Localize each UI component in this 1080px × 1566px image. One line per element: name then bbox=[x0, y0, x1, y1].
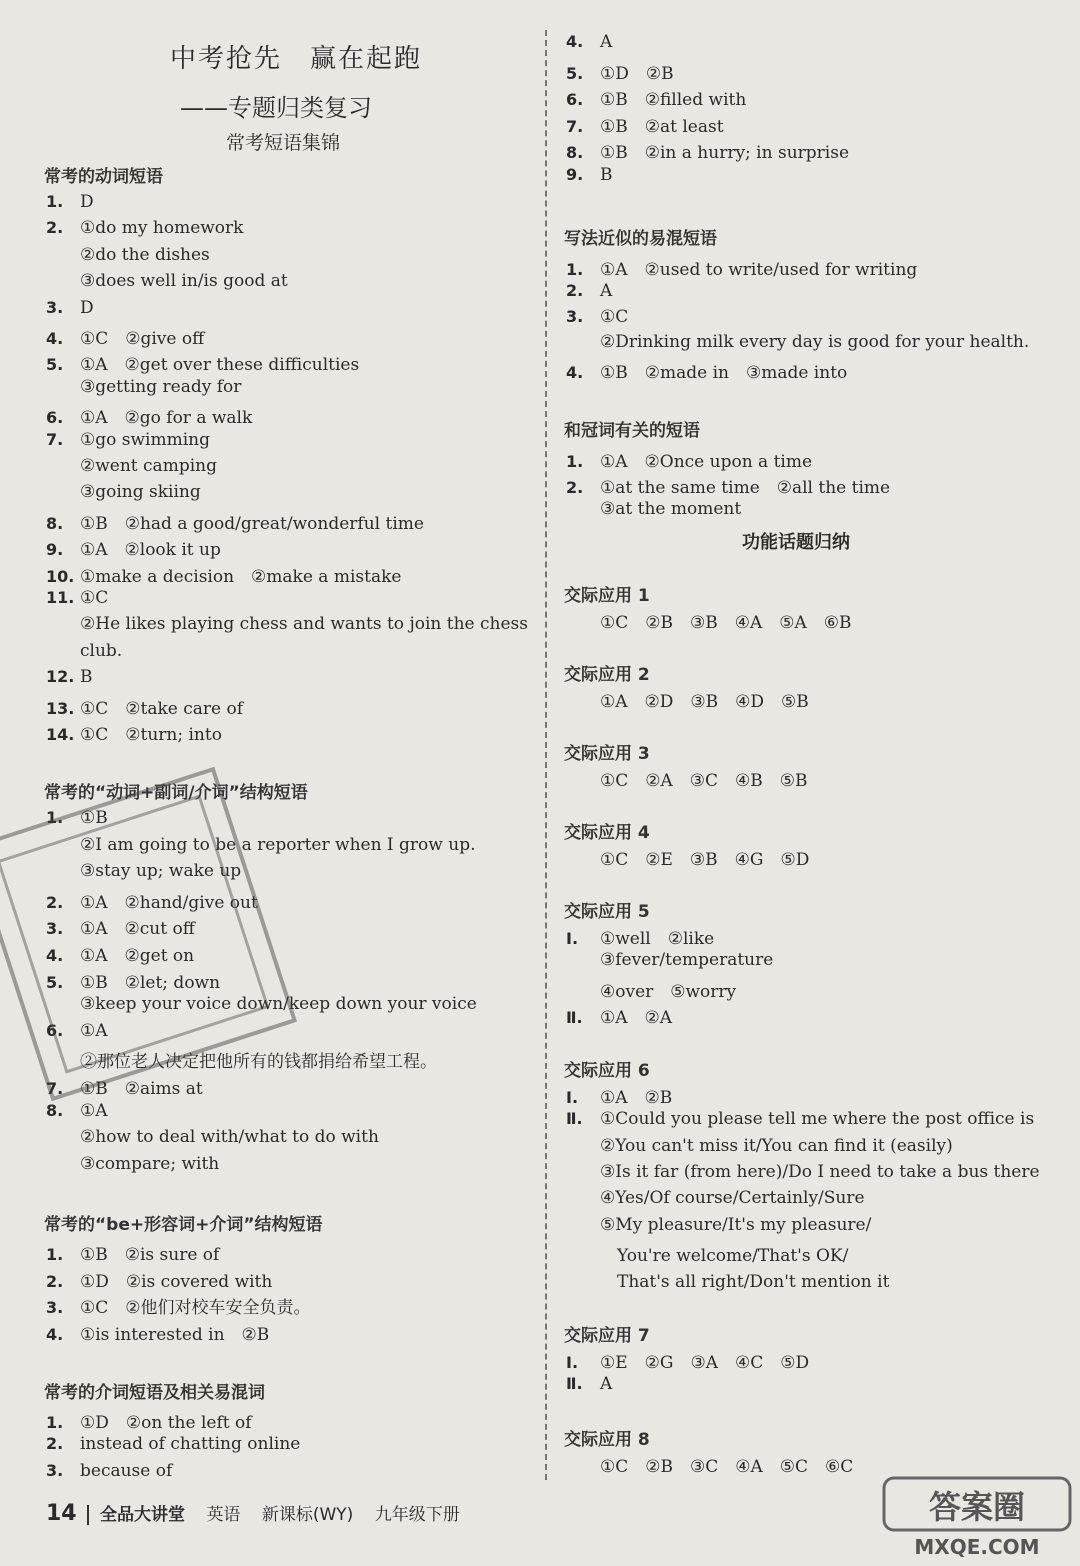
answer-line bbox=[566, 138, 849, 163]
answer-number: 2. bbox=[46, 218, 64, 238]
answer-text: ⑤My pleasure/It's my pleasure/ bbox=[600, 1214, 872, 1235]
answer-text: ①B ②filled with bbox=[600, 90, 747, 110]
answer-number: 5. bbox=[46, 972, 64, 992]
answer-line bbox=[566, 281, 612, 301]
answer-text: ①Could you please tell me where the post office is bbox=[600, 1109, 1035, 1130]
section-heading: 交际应用 7 bbox=[564, 1326, 650, 1346]
answer-text: B bbox=[600, 164, 613, 185]
answer-text: ①A ②B bbox=[600, 1088, 673, 1108]
answer-line bbox=[46, 377, 241, 397]
answer-line bbox=[566, 165, 613, 185]
answer-text: ①C ②turn; into bbox=[80, 725, 222, 745]
answer-number: Ⅱ. bbox=[566, 1007, 583, 1027]
answer-number: 1. bbox=[46, 192, 64, 211]
answer-line bbox=[46, 1267, 272, 1292]
answer-line bbox=[46, 694, 243, 719]
answer-line bbox=[566, 1083, 672, 1108]
answer-line bbox=[46, 1101, 108, 1121]
answer-line bbox=[566, 255, 917, 280]
answer-text: instead of chatting online bbox=[80, 1434, 301, 1455]
answer-text: ①A ②get over these difficulties bbox=[80, 355, 360, 376]
answer-line bbox=[566, 1109, 1034, 1129]
answer-line bbox=[566, 924, 714, 949]
answer-number: 7. bbox=[46, 1079, 64, 1098]
answer-text: ①is interested in ②B bbox=[80, 1324, 270, 1345]
answer-number: Ⅱ. bbox=[566, 1109, 583, 1129]
answer-text: ①A ②cut off bbox=[80, 919, 195, 940]
answer-number: 6. bbox=[566, 90, 584, 109]
answer-line bbox=[46, 1320, 269, 1345]
answer-number: 7. bbox=[566, 116, 584, 136]
answer-text: ①C bbox=[80, 588, 109, 608]
answer-text: ①C ②B ③B ④A ⑤A ⑥B bbox=[600, 613, 852, 633]
section-heading: 交际应用 3 bbox=[564, 744, 650, 764]
section-heading: 常考的动词短语 bbox=[44, 167, 163, 187]
answer-line bbox=[46, 535, 221, 560]
answer-number: 4. bbox=[46, 329, 64, 348]
answer-text: ③stay up; wake up bbox=[80, 861, 242, 882]
answer-line bbox=[566, 1452, 853, 1477]
answer-text: ①A ②look it up bbox=[80, 540, 221, 561]
answer-number: 8. bbox=[46, 513, 64, 533]
answer-line bbox=[46, 192, 94, 212]
answer-text: You're welcome/That's OK/ bbox=[600, 1245, 849, 1266]
answer-text: ①C ②E ③B ④G ⑤D bbox=[600, 850, 810, 870]
answer-line bbox=[566, 766, 807, 791]
section-heading: 交际应用 4 bbox=[564, 823, 650, 843]
answer-text: ①D ②on the left of bbox=[80, 1413, 252, 1433]
answer-text: ④over ⑤worry bbox=[600, 981, 737, 1002]
page-subtitle: ——专题归类复习 bbox=[180, 94, 372, 122]
answer-line bbox=[46, 218, 243, 238]
answer-line bbox=[566, 608, 851, 633]
answer-text: ②You can't miss it/You can find it (easily) bbox=[600, 1135, 953, 1156]
answer-line bbox=[46, 271, 288, 291]
answer-text: club. bbox=[80, 640, 123, 661]
answer-line bbox=[46, 350, 359, 375]
answer-number: 3. bbox=[46, 297, 64, 317]
answer-number: 6. bbox=[46, 1020, 64, 1040]
answer-line bbox=[566, 332, 1029, 352]
section-title: 常考短语集锦 bbox=[226, 132, 341, 154]
answer-text: ②那位老人决定把他所有的钱都捐给希望工程。 bbox=[80, 1052, 437, 1073]
answer-text: That's all right/Don't mention it bbox=[600, 1272, 890, 1293]
answer-text: ①B ②had a good/great/wonderful time bbox=[80, 513, 424, 534]
answer-line bbox=[46, 482, 201, 502]
answer-line bbox=[566, 85, 746, 110]
answer-line bbox=[46, 614, 528, 634]
answer-line bbox=[566, 1162, 1040, 1182]
answer-line bbox=[566, 950, 773, 970]
answer-number: 1. bbox=[46, 1245, 64, 1264]
answer-number: 3. bbox=[46, 1460, 64, 1480]
answer-text: ①at the same time ②all the time bbox=[600, 478, 891, 499]
answer-line bbox=[46, 667, 93, 687]
answer-text: ③keep your voice down/keep down your voice bbox=[80, 994, 477, 1015]
answer-text: A bbox=[600, 280, 613, 301]
footer-brand: 全品大讲堂 bbox=[100, 1505, 186, 1525]
answer-text: ①C ②take care of bbox=[80, 698, 243, 719]
answer-text: ①do my homework bbox=[80, 218, 244, 239]
answer-line bbox=[566, 1267, 889, 1292]
answer-number: 1. bbox=[566, 452, 584, 471]
answer-number: 2. bbox=[46, 1271, 64, 1291]
answer-text: ①B ②at least bbox=[600, 116, 724, 137]
answer-number: 3. bbox=[566, 306, 584, 326]
svg-text:MXQE.COM: MXQE.COM bbox=[914, 1535, 1040, 1559]
answer-text: ①A bbox=[80, 1100, 108, 1121]
answer-text: D bbox=[80, 192, 94, 212]
answer-line bbox=[46, 298, 94, 318]
answer-number: 10. bbox=[46, 566, 75, 586]
answer-text: A bbox=[600, 1374, 613, 1395]
section-heading: 常考的介词短语及相关易混词 bbox=[44, 1383, 265, 1403]
answer-line bbox=[566, 1188, 865, 1208]
answer-number: 3. bbox=[46, 1298, 64, 1317]
answer-text: ②went camping bbox=[80, 456, 217, 476]
answer-text: ①E ②G ③A ④C ⑤D bbox=[600, 1353, 810, 1373]
answer-line bbox=[46, 1154, 219, 1174]
answer-text: ①C bbox=[600, 306, 629, 327]
answer-text: ①B ②aims at bbox=[80, 1079, 203, 1099]
answer-line bbox=[566, 1215, 871, 1235]
answer-number: 2. bbox=[46, 1434, 64, 1454]
answer-text: ①A ②go for a walk bbox=[80, 408, 253, 429]
answer-number: 4. bbox=[566, 363, 584, 383]
answer-number: 2. bbox=[46, 892, 64, 912]
answer-text: ①A ②D ③B ④D ⑤B bbox=[600, 692, 809, 712]
answer-number: 12. bbox=[46, 667, 75, 687]
answer-number: 3. bbox=[46, 919, 64, 939]
answer-number: 8. bbox=[566, 143, 584, 162]
answer-text: ③Is it far (from here)/Do I need to take a bus there bbox=[600, 1161, 1040, 1182]
answer-line bbox=[46, 1434, 300, 1454]
answer-number: 2. bbox=[566, 478, 584, 498]
function-topic-title: 功能话题归纳 bbox=[742, 532, 850, 553]
answer-number: 5. bbox=[566, 63, 584, 83]
section-heading: 交际应用 8 bbox=[564, 1430, 650, 1450]
answer-line bbox=[46, 509, 424, 534]
answer-text: ①A bbox=[80, 1020, 108, 1041]
svg-text:答案圈: 答案圈 bbox=[928, 1488, 1026, 1526]
answer-line bbox=[566, 977, 736, 1002]
answer-number: 1. bbox=[46, 808, 64, 827]
column-divider bbox=[545, 30, 547, 1480]
answer-line bbox=[46, 1461, 172, 1481]
answer-number: Ⅰ. bbox=[566, 1088, 579, 1107]
answer-text: ②Drinking milk every day is good for your health. bbox=[600, 332, 1030, 353]
answer-line bbox=[566, 307, 628, 327]
answer-line bbox=[566, 1003, 672, 1028]
answer-line bbox=[46, 456, 217, 476]
answer-line bbox=[566, 687, 809, 712]
answer-text: because of bbox=[80, 1460, 173, 1481]
answer-line bbox=[566, 112, 724, 137]
answer-number: Ⅱ. bbox=[566, 1374, 583, 1394]
answer-line bbox=[566, 59, 674, 84]
answer-line bbox=[46, 245, 210, 265]
answer-line bbox=[46, 562, 401, 587]
answer-line bbox=[566, 845, 809, 870]
answer-number: 5. bbox=[46, 355, 64, 375]
section-heading: 和冠词有关的短语 bbox=[564, 421, 700, 441]
answer-text: ①B ②in a hurry; in surprise bbox=[600, 143, 850, 163]
answer-line bbox=[566, 473, 890, 498]
footer bbox=[46, 1500, 476, 1526]
answer-line bbox=[46, 1408, 252, 1433]
answer-line bbox=[46, 1240, 219, 1265]
answer-number: 1. bbox=[566, 260, 584, 279]
answer-number: Ⅰ. bbox=[566, 929, 579, 948]
answer-line bbox=[566, 1374, 612, 1394]
answer-number: 2. bbox=[566, 280, 584, 300]
answer-line bbox=[46, 324, 204, 349]
answer-number: 7. bbox=[46, 429, 64, 449]
answer-text: ①C ②B ③C ④A ⑤C ⑥C bbox=[600, 1457, 854, 1477]
answer-text: A bbox=[600, 32, 613, 52]
answer-text: ②how to deal with/what to do with bbox=[80, 1127, 379, 1148]
answer-text: ③at the moment bbox=[600, 499, 742, 520]
answer-text: ①B bbox=[80, 808, 108, 828]
section-heading: 交际应用 6 bbox=[564, 1061, 650, 1081]
footer-edition: 新课标(WY) bbox=[261, 1505, 354, 1525]
answer-text: ①well ②like bbox=[600, 929, 715, 949]
answer-line bbox=[46, 430, 210, 450]
answer-text: ③going skiing bbox=[80, 482, 201, 503]
footer-subject: 英语 bbox=[206, 1505, 241, 1525]
answer-text: ①D ②is covered with bbox=[80, 1271, 273, 1292]
answer-number: 9. bbox=[566, 164, 584, 184]
answer-line bbox=[46, 1293, 311, 1318]
answer-text: ①A ②Once upon a time bbox=[600, 452, 813, 472]
answer-text: ①make a decision ②make a mistake bbox=[80, 566, 402, 587]
answer-number: 4. bbox=[566, 32, 584, 51]
answer-number: 8. bbox=[46, 1100, 64, 1120]
answer-text: ①go swimming bbox=[80, 429, 210, 450]
answer-text: ①D ②B bbox=[600, 63, 674, 84]
answer-number: 11. bbox=[46, 588, 75, 607]
answer-line bbox=[566, 1136, 953, 1156]
answer-text: ①C ②A ③C ④B ⑤B bbox=[600, 771, 808, 791]
answer-number: 4. bbox=[46, 1324, 64, 1344]
answer-text: ②He likes playing chess and wants to join the chess bbox=[80, 614, 528, 635]
answer-line bbox=[46, 403, 252, 428]
page-number: 14 bbox=[46, 1501, 77, 1526]
page-title: 中考抢先 赢在起跑 bbox=[170, 44, 423, 74]
answer-text: ③getting ready for bbox=[80, 376, 242, 397]
answer-line bbox=[566, 32, 612, 52]
answer-text: ③compare; with bbox=[80, 1153, 220, 1174]
answer-number: Ⅰ. bbox=[566, 1353, 579, 1372]
answer-line bbox=[566, 358, 847, 383]
answer-text: ①A ②A bbox=[600, 1007, 673, 1028]
answer-text: ①A ②used to write/used for writing bbox=[600, 260, 918, 280]
answer-text: ①C ②他们对校车安全负责。 bbox=[80, 1298, 311, 1318]
section-heading: 交际应用 5 bbox=[564, 902, 650, 922]
section-heading: 常考的“be+形容词+介词”结构短语 bbox=[44, 1215, 323, 1235]
answer-text: ①C ②give off bbox=[80, 329, 205, 349]
answer-text: ②do the dishes bbox=[80, 244, 210, 265]
answer-number: 6. bbox=[46, 408, 64, 428]
answer-number: 1. bbox=[46, 1413, 64, 1432]
answer-line bbox=[566, 499, 741, 519]
answer-line bbox=[566, 1348, 809, 1373]
answer-text: ①A ②hand/give out bbox=[80, 892, 258, 913]
answer-line bbox=[46, 1127, 379, 1147]
answer-line bbox=[566, 447, 812, 472]
footer-grade: 九年级下册 bbox=[374, 1505, 460, 1525]
answer-text: ①B ②is sure of bbox=[80, 1245, 220, 1265]
answer-text: ③fever/temperature bbox=[600, 950, 774, 971]
answer-line bbox=[46, 641, 122, 661]
answer-line bbox=[566, 1241, 848, 1266]
section-heading: 写法近似的易混短语 bbox=[564, 229, 717, 249]
answer-text: ①B ②let; down bbox=[80, 972, 221, 993]
answer-number: 4. bbox=[46, 946, 64, 965]
answer-line bbox=[46, 588, 108, 608]
answer-text: ①A ②get on bbox=[80, 946, 195, 966]
answer-number: 13. bbox=[46, 698, 75, 718]
answer-text: ③does well in/is good at bbox=[80, 271, 288, 292]
section-heading: 交际应用 1 bbox=[564, 586, 650, 606]
answer-text: ②I am going to be a reporter when I grow up. bbox=[80, 834, 476, 855]
section-heading: 交际应用 2 bbox=[564, 665, 650, 685]
answer-text: B bbox=[80, 667, 93, 688]
logo-watermark bbox=[882, 1476, 1072, 1560]
answer-text: ④Yes/Of course/Certainly/Sure bbox=[600, 1188, 865, 1209]
answer-line bbox=[46, 720, 222, 745]
section-heading: 常考的“动词+副词/介词”结构短语 bbox=[44, 783, 308, 803]
answer-text: ①B ②made in ③made into bbox=[600, 363, 848, 384]
answer-number: 9. bbox=[46, 540, 64, 560]
answer-number: 14. bbox=[46, 725, 75, 744]
answer-text: D bbox=[80, 297, 94, 318]
